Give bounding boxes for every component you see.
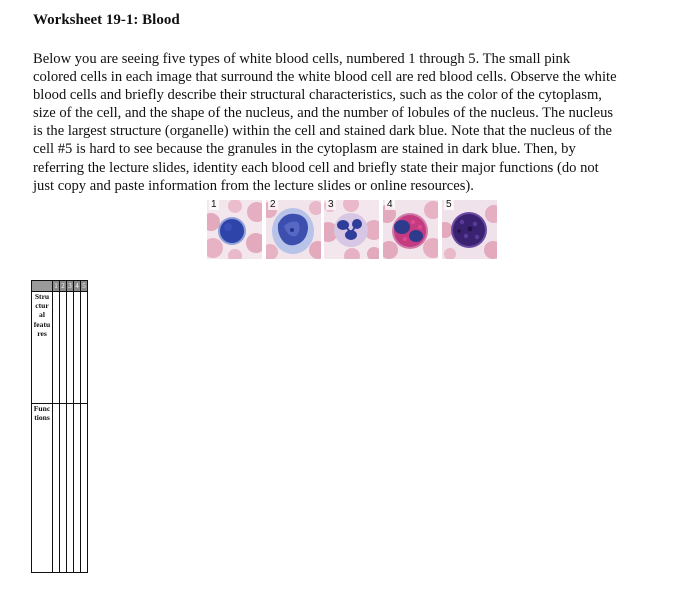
cell-image-4 bbox=[383, 200, 438, 259]
row-label-text: Stru bbox=[34, 292, 50, 301]
answer-cell[interactable] bbox=[53, 404, 60, 573]
column-header-3: 3 bbox=[68, 282, 72, 290]
row-label-text: tions bbox=[34, 413, 50, 423]
answer-cell[interactable] bbox=[81, 292, 88, 404]
answer-cell[interactable] bbox=[60, 292, 67, 404]
cell-image-1 bbox=[207, 200, 262, 259]
cell-image-3 bbox=[324, 200, 379, 259]
row-label-text: featu bbox=[33, 319, 51, 329]
cell-number-label: 4 bbox=[387, 199, 393, 210]
answer-cell[interactable] bbox=[74, 404, 81, 573]
cell-number-label: 2 bbox=[270, 199, 276, 210]
table-row-functions bbox=[32, 404, 88, 573]
table-header-row bbox=[32, 281, 88, 292]
column-header-2: 2 bbox=[61, 282, 65, 290]
paragraph-line: blood cells and briefly describe their structural characteristics, such as the color of the cytoplasm, bbox=[33, 87, 602, 104]
answer-cell[interactable] bbox=[81, 404, 88, 573]
cell-number-label: 3 bbox=[328, 199, 334, 210]
paragraph-line: colored cells in each image that surround the white blood cell are red blood cells. Observe the white bbox=[33, 69, 617, 86]
paragraph-line: size of the cell, and the shape of the nucleus, and the number of lobules of the nucleus. The nucleus bbox=[33, 105, 614, 122]
instructions-paragraph bbox=[33, 50, 675, 195]
paragraph-line: Below you are seeing five types of white blood cells, numbered 1 through 5. The small pink bbox=[33, 51, 571, 67]
cell-image-2 bbox=[266, 200, 321, 259]
row-label-text: res bbox=[37, 328, 47, 338]
cell-number-label: 5 bbox=[446, 199, 452, 210]
answer-cell[interactable] bbox=[60, 404, 67, 573]
row-label-text: al bbox=[39, 310, 45, 320]
answer-cell[interactable] bbox=[67, 292, 74, 404]
column-header-5: 5 bbox=[82, 282, 86, 290]
cell-image-5 bbox=[442, 200, 497, 259]
answer-cell[interactable] bbox=[53, 292, 60, 404]
row-label-text: Func bbox=[33, 404, 51, 413]
row-label-structural-features bbox=[32, 292, 53, 404]
worksheet-title: Worksheet 19-1: Blood bbox=[33, 12, 180, 28]
paragraph-line: cell #5 is hard to see because the granules in the cytoplasm are stained in dark blue. Then, by bbox=[33, 141, 576, 158]
column-header-4: 4 bbox=[75, 282, 79, 290]
cell-number-label: 1 bbox=[211, 199, 217, 210]
row-label-functions bbox=[32, 404, 53, 573]
answer-cell[interactable] bbox=[67, 404, 74, 573]
paragraph-line: is the largest structure (organelle) within the cell and stained dark blue. Note that the nucleus of the bbox=[33, 123, 612, 140]
white-blood-cell-images bbox=[207, 200, 496, 260]
column-header-1: 1 bbox=[54, 282, 58, 290]
answer-cell[interactable] bbox=[74, 292, 81, 404]
table-corner-cell bbox=[32, 281, 53, 292]
paragraph-line: referring the lecture slides, identity each blood cell and briefly state their major functions (do not bbox=[33, 159, 599, 176]
row-label-text: ctur bbox=[35, 301, 49, 311]
paragraph-line: just copy and paste information from the lecture slides or online resources). bbox=[33, 177, 474, 194]
table-row-structural-features bbox=[32, 292, 88, 404]
worksheet-answer-table bbox=[31, 280, 88, 573]
